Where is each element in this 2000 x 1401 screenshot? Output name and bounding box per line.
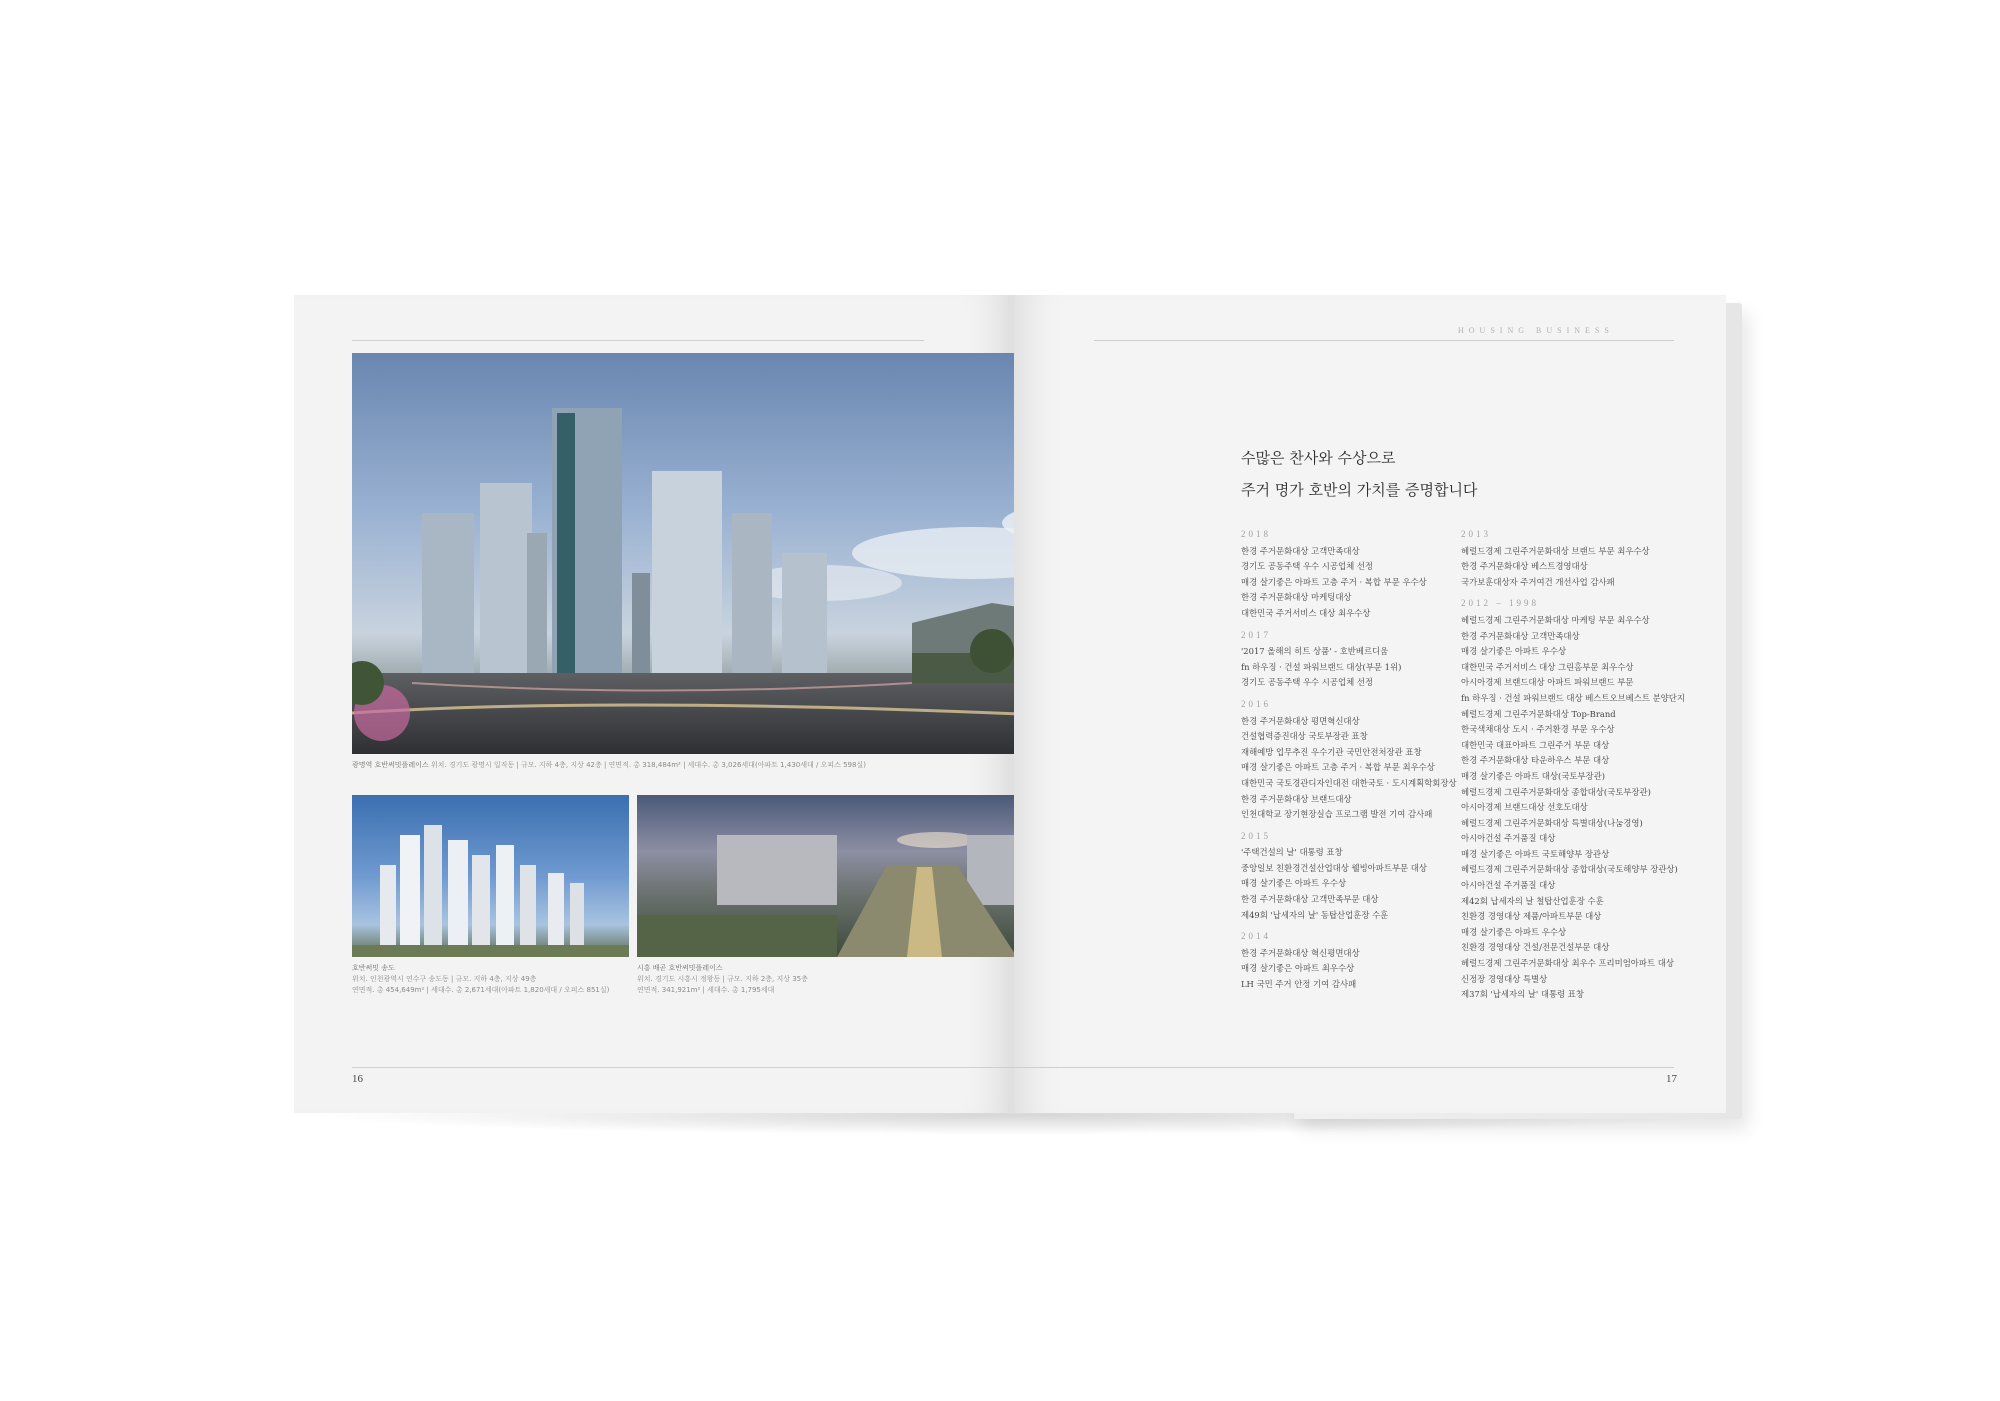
award-item: 한경 주거문화대상 평면혁신대상 — [1241, 715, 1360, 726]
award-year: 2015 — [1241, 830, 1271, 841]
award-item: 헤럴드경제 그린주거문화대상 브랜드 부문 최우수상 — [1461, 545, 1650, 556]
songdo-caption-line2: 연면적. 총 454,649m² | 세대수. 총 2,671세대(아파트 1,820세대 / 오피스 851실) — [352, 986, 610, 994]
songdo-caption-title: 호반써밋 송도 — [352, 964, 395, 972]
award-item: 경기도 공동주택 우수 시공업체 선정 — [1241, 561, 1374, 572]
headline-line1: 수많은 찬사와 수상으로 — [1241, 449, 1396, 467]
award-item: 중앙일보 친환경건설산업대상 웰빙아파트부문 대상 — [1241, 862, 1427, 873]
award-year: 2018 — [1241, 529, 1271, 539]
award-item: 헤럴드경제 그린주거문화대상 종합대상(국토해양부 장관상) — [1461, 864, 1678, 875]
award-item: 헤럴드경제 그린주거문화대상 마케팅 부문 최우수상 — [1461, 614, 1650, 625]
left-page — [294, 295, 1014, 1113]
award-item: 친환경 경영대상 건설/전문건설부문 대상 — [1461, 942, 1610, 953]
award-item: 신정장 경영대상 특별상 — [1461, 973, 1548, 984]
bottom-rule — [352, 1067, 1014, 1068]
award-item: 대한민국 국토경관디자인대전 대한국토 · 도시계획학회장상 — [1241, 777, 1457, 788]
open-brochure — [294, 295, 1734, 1113]
running-head: HOUSING BUSINESS — [1458, 326, 1614, 335]
award-year: 2012 – 1998 — [1461, 598, 1539, 609]
award-item: 아시아경제 브랜드대상 아파트 파워브랜드 부문 — [1461, 677, 1634, 688]
award-item: 한경 주거문화대상 마케팅대상 — [1241, 592, 1352, 603]
award-item: 매경 살기좋은 아파트 최우수상 — [1241, 963, 1355, 974]
page-number-right: 17 — [1666, 1073, 1677, 1085]
award-item: 한경 주거문화대상 타운하우스 부문 대상 — [1461, 755, 1610, 766]
baegot-caption-line2: 연면적. 341,921m² | 세대수. 총 1,795세대 — [637, 986, 775, 994]
hero-caption-title: 광명역 호반써밋플레이스 — [352, 761, 429, 769]
award-item: LH 국민 주거 안정 기여 감사패 — [1241, 979, 1357, 990]
award-item: 대한민국 주거서비스 대상 최우수상 — [1241, 607, 1371, 618]
baegot-caption-title: 시흥 배곧 호반써밋플레이스 — [637, 964, 723, 972]
headline — [1241, 442, 1477, 506]
award-item: 매경 살기좋은 아파트 우수상 — [1241, 878, 1347, 889]
award-item: 매경 살기좋은 아파트 고층 주거 · 복합 부문 최우수상 — [1241, 762, 1435, 773]
award-item: 한경 주거문화대상 베스트경영대상 — [1461, 561, 1588, 572]
right-page — [1014, 295, 1726, 1113]
award-item: 한경 주거문화대상 고객만족대상 — [1241, 545, 1360, 556]
awards-column-2 — [1461, 521, 1706, 1003]
award-item: 아시아건설 주거품질 대상 — [1461, 880, 1556, 891]
hero-caption — [352, 760, 866, 771]
award-item: 아시아건설 주거품질 대상 — [1461, 833, 1556, 844]
award-item: fn 하우징 · 건설 파워브랜드 대상(부문 1위) — [1241, 661, 1402, 672]
award-item: 매경 살기좋은 아파트 고층 주거 · 복합 부문 우수상 — [1241, 576, 1427, 587]
baegot-caption — [637, 963, 808, 996]
award-item: 매경 살기좋은 아파트 우수상 — [1461, 646, 1567, 657]
baegot-caption-line1: 위치. 경기도 시흥시 정왕동 | 규모. 지하 2층, 지상 35층 — [637, 975, 808, 983]
award-item: 한경 주거문화대상 혁신평면대상 — [1241, 947, 1360, 958]
award-item: 재해예방 업무추진 우수기관 국민안전처장관 표창 — [1241, 746, 1422, 757]
songdo-photo — [352, 795, 629, 957]
award-year: 2016 — [1241, 698, 1271, 709]
award-item: 국가보훈대상자 주거여건 개선사업 감사패 — [1461, 576, 1615, 587]
award-year: 2013 — [1461, 529, 1491, 539]
award-item: 한경 주거문화대상 고객만족대상 — [1461, 630, 1580, 641]
headline-line2: 주거 명가 호반의 가치를 증명합니다 — [1241, 481, 1478, 499]
songdo-caption — [352, 963, 609, 996]
award-item: 경기도 공동주택 우수 시공업체 선정 — [1241, 677, 1374, 688]
award-item: 매경 살기좋은 아파트 우수상 — [1461, 926, 1567, 937]
award-item: 헤럴드경제 그린주거문화대상 특별대상(나눔경영) — [1461, 817, 1643, 828]
award-year: 2014 — [1241, 931, 1271, 942]
award-item: 한경 주거문화대상 브랜드대상 — [1241, 793, 1352, 804]
award-item: 제49회 '납세자의 날' 동탑산업훈장 수훈 — [1241, 909, 1389, 920]
songdo-caption-line1: 위치. 인천광역시 연수구 송도동 | 규모. 지하 4층, 지상 49층 — [352, 975, 537, 983]
award-item: 헤럴드경제 그린주거문화대상 최우수 프리미엄아파트 대상 — [1461, 958, 1674, 969]
top-rule-right — [1094, 340, 1674, 341]
songdo-photo-illustration — [352, 795, 629, 957]
awards-column-1 — [1241, 521, 1461, 993]
award-item: 매경 살기좋은 아파트 국토해양부 장관상 — [1461, 848, 1610, 859]
page-number-left: 16 — [352, 1073, 363, 1085]
award-item: '주택건설의 날' 대통령 표창 — [1241, 847, 1343, 858]
award-item: 제37회 '납세자의 날' 대통령 표창 — [1461, 989, 1584, 1000]
award-item: 건설협력증진대상 국토부장관 표창 — [1241, 731, 1368, 742]
award-item: 매경 살기좋은 아파트 대상(국토부장관) — [1461, 770, 1605, 781]
award-item: 친환경 경영대상 제품/아파트부문 대상 — [1461, 911, 1602, 922]
award-item: 대한민국 주거서비스 대상 그린홈부문 최우수상 — [1461, 661, 1634, 672]
top-rule — [352, 340, 924, 341]
award-item: 헤럴드경제 그린주거문화대상 종합대상(국토부장관) — [1461, 786, 1651, 797]
award-item: fn 하우징 · 건설 파워브랜드 대상 베스트오브베스트 분양단지 — [1461, 692, 1685, 703]
award-item: '2017 올해의 히트 상품' - 호반베르디움 — [1241, 646, 1389, 657]
hero-caption-details: 위치. 경기도 광명시 일직동 | 규모. 지하 4층, 지상 42층 | 연면적. 총 318,484m² | 세대수. 총 3,026세대(아파트 1,430세대 / 오피스 598실) — [430, 761, 866, 769]
award-item: 인천대학교 장기현장실습 프로그램 발전 기여 감사패 — [1241, 809, 1433, 820]
award-item: 아시아경제 브랜드대상 선호도대상 — [1461, 802, 1588, 813]
award-item: 대한민국 대표아파트 그린주거 부문 대상 — [1461, 739, 1610, 750]
award-item: 한국색채대상 도시 · 주거환경 부문 우수상 — [1461, 724, 1615, 735]
award-item: 헤럴드경제 그린주거문화대상 Top-Brand — [1461, 708, 1616, 719]
bottom-rule-right — [1014, 1067, 1674, 1068]
award-item: 제42회 납세자의 날 철탑산업훈장 수훈 — [1461, 895, 1604, 906]
award-item: 한경 주거문화대상 고객만족부문 대상 — [1241, 894, 1379, 905]
award-year: 2017 — [1241, 629, 1271, 640]
